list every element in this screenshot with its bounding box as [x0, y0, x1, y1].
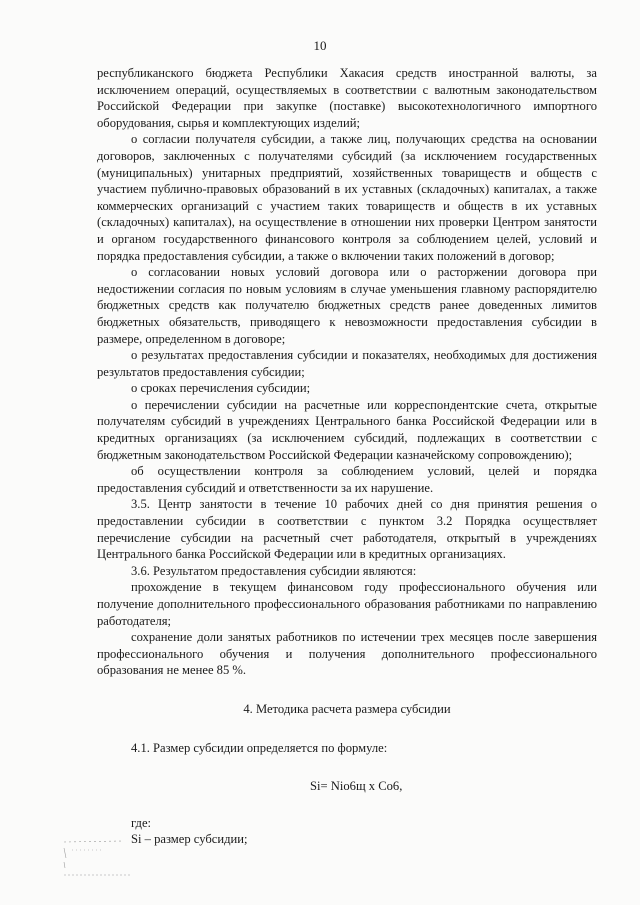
formula-intro: 4.1. Размер субсидии определяется по формуле:: [131, 740, 388, 755]
section-title: 4. Методика расчета размера субсидии: [243, 701, 451, 716]
paragraph-2: о согласии получателя субсидии, а также лиц, получающих средства на основании договоров, заключенных с получателями субсидий (за исключением государственных (муниципальных) унитарных предприятий, хозяйственных товариществ и обществ с участием публично-правовых образований в их уставных (складочных) капиталах, а также коммерческих организаций с участием таких товариществ и обществ в их уставных (складочных) капиталах), на осуществление в отношении них проверки Центром занятости и органом государственного финансового контроля за соблюдением целей, условий и порядка предоставления субсидии, а также о включении таких положений в договор;: [97, 132, 597, 263]
paragraph-1: республиканского бюджета Республики Хакасия средств иностранной валюты, за исключением операций, осуществляемых в соответствии с валютным законодательством Российской Федерации при закупке (поставке) высокотехнологичного импортного оборудования, сырья и комплектующих изделий;: [97, 66, 597, 130]
page-number: 10: [313, 38, 327, 53]
paragraph-4: о результатах предоставления субсидии и показателях, необходимых для достижения результатов предоставления субсидии;: [97, 348, 597, 379]
paragraph-10: прохождение в текущем финансовом году профессионального обучения или получение дополнительного профессионального образования работниками по направлению работодателя;: [97, 580, 597, 628]
definition-si: Si – размер субсидии;: [131, 832, 248, 847]
scan-artifact-marks: [62, 838, 142, 878]
paragraph-9: 3.6. Результатом предоставления субсидии являются:: [131, 563, 417, 578]
document-body: [97, 65, 597, 848]
paragraph-11: сохранение доли занятых работников по истечении трех месяцев после завершения профессионального обучения и получения дополнительного профессионального образования не менее 85 %.: [97, 630, 597, 678]
paragraph-7: об осуществлении контроля за соблюдением условий, целей и порядка предоставления субсидий и ответственности за их нарушение.: [97, 464, 597, 495]
paragraph-3: о согласовании новых условий договора или о расторжении договора при недостижении согласия по новым условиям в случае уменьшения главному распорядителю бюджетных средств как получателю бюджетных средств ранее доведенных лимитов бюджетных обязательств, приводящего к невозможности предоставления субсидии в размере, определенном в договоре;: [97, 265, 597, 346]
formula: Si= Nio6щ x Co6,: [310, 779, 403, 794]
where-label: где:: [131, 815, 152, 830]
paragraph-8: 3.5. Центр занятости в течение 10 рабочих дней со дня принятия решения о предоставлении субсидии в соответствии с пунктом 3.2 Порядка осуществляет перечисление субсидии на расчетный счет работодателя, открытый в учреждениях Центрального банка Российской Федерации или в кредитных организациях.: [97, 497, 597, 562]
paragraph-6: о перечислении субсидии на расчетные или корреспондентские счета, открытые получателям субсидий в учреждениях Центрального банка Российской Федерации или в кредитных организациях (за исключением субсидий, подлежащих в соответствии с бюджетным законодательством Российской Федерации казначейскому сопровождению);: [97, 397, 597, 462]
paragraph-5: о сроках перечисления субсидии;: [131, 381, 311, 396]
